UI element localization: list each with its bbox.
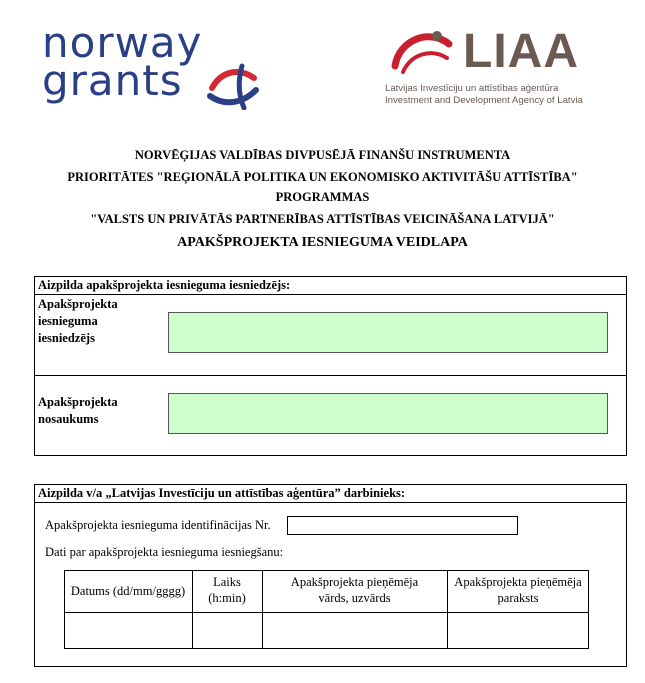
receiver-signature-cell[interactable] (448, 613, 588, 648)
norway-swoosh-icon (202, 60, 262, 110)
title-line-4: "VALSTS UN PRIVĀTĀS PARTNERĪBAS ATTĪSTĪBAS VEICINĀŠANA LATVIJĀ" (90, 212, 555, 226)
header-receiver-name: Apakšprojekta pieņēmēja vārds, uzvārds (290, 575, 419, 605)
title-line-2: PRIORITĀTES "REĢIONĀLĀ POLITIKA UN EKONOMISKO AKTIVITĀŠU ATTĪSTĪBA" (67, 170, 578, 184)
receiver-name-cell[interactable] (263, 613, 447, 648)
date-cell[interactable] (65, 613, 192, 648)
liaa-subtitle-en: Investment and Development Agency of Latvia (385, 95, 583, 106)
id-number-label: Apakšprojekta iesnieguma identifinācijas Nr. (45, 518, 271, 532)
liaa-subtitle-lv: Latvijas Investīciju un attīstības aģentūra (385, 83, 559, 94)
divider (34, 375, 627, 376)
divider (34, 294, 627, 295)
submission-data-label: Dati par apakšprojekta iesnieguma iesniegšanu: (45, 545, 284, 559)
liaa-wordmark: LIAA (463, 25, 579, 78)
project-name-label: Apakšprojekta nosaukums (38, 395, 118, 426)
norway-grants-logo (42, 18, 272, 112)
logo-text-norway: norway (42, 18, 203, 67)
header-date: Datums (dd/mm/gggg) (70, 584, 186, 598)
applicant-section-header: Aizpilda apakšprojekta iesnieguma iesniedzējs: (38, 278, 291, 292)
logo-text-grants: grants (42, 56, 183, 105)
time-cell[interactable] (193, 613, 262, 648)
liaa-logo (385, 22, 625, 112)
form-subtitle: APAKŠPROJEKTA IESNIEGUMA VEIDLAPA (177, 235, 468, 250)
applicant-label: Apakšprojekta iesnieguma iesniedzējs (38, 297, 118, 345)
title-line-3: PROGRAMMAS (275, 190, 370, 204)
agency-section-header: Aizpilda v/a „Latvijas Investīciju un attīstības aģentūra” darbinieks: (38, 486, 406, 500)
liaa-emblem-icon (389, 26, 459, 84)
header-receiver-signature: Apakšprojekta pieņēmēja paraksts (454, 575, 582, 605)
divider (34, 502, 627, 503)
id-number-input[interactable] (287, 516, 518, 535)
applicant-input[interactable] (168, 312, 608, 353)
title-line-1: NORVĒĢIJAS VALDĪBAS DIVPUSĒJĀ FINANŠU INSTRUMENTA (134, 148, 511, 162)
header-time: Laiks (h:min) (208, 575, 246, 605)
project-name-input[interactable] (168, 393, 608, 434)
